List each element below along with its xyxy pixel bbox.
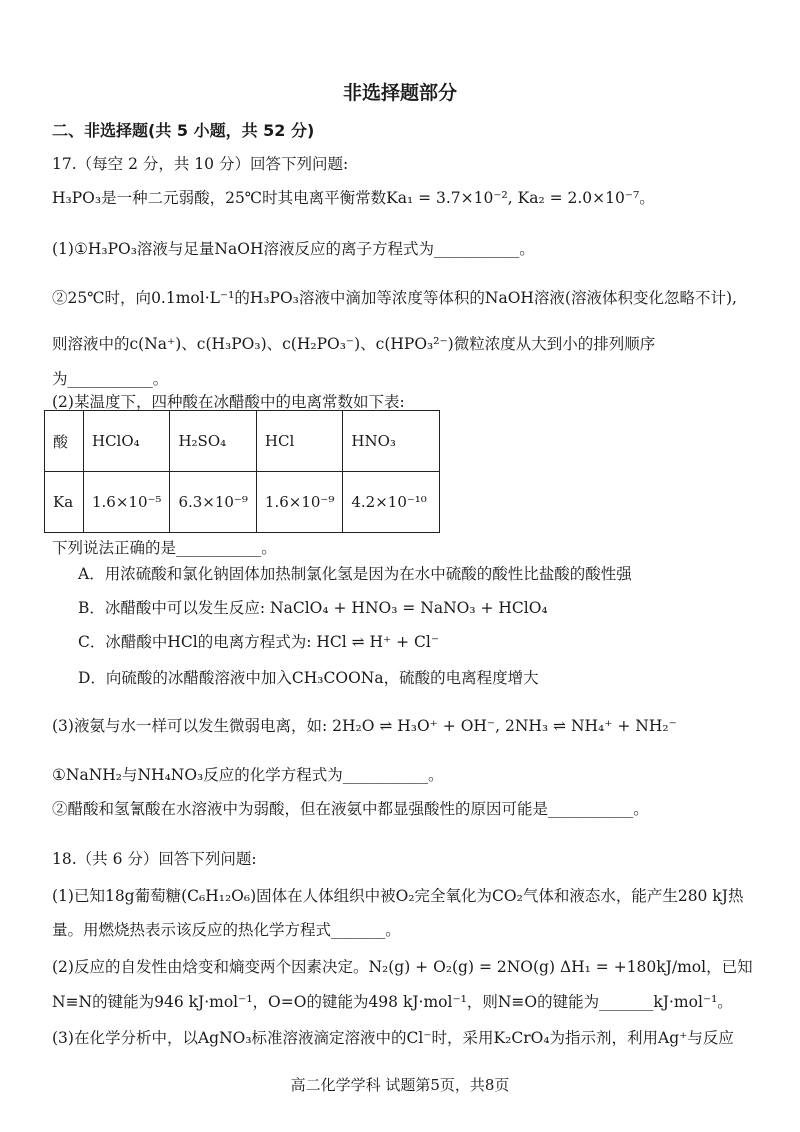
q17-part1-2-cont: 则溶液中的c(Na⁺)、c(H₃PO₃)、c(H₂PO₃⁻)、c(HPO₃²⁻)微粒浓度从大到小的排列顺序 (52, 335, 656, 353)
table-cell: 6.3×10⁻⁹ (170, 472, 256, 533)
q18-header: 18.（共 6 分）回答下列问题: (52, 850, 257, 868)
q17-header: 17.（每空 2 分，共 10 分）回答下列问题: (52, 155, 349, 173)
section-heading: 二、非选择题(共 5 小题，共 52 分) (52, 121, 315, 140)
page-title: 非选择题部分 (342, 82, 457, 104)
q17-part3: (3)液氨与水一样可以发生微弱电离，如: 2H₂O ⇌ H₃O⁺ + OH⁻, 2NH₃ ⇌ NH₄⁺ + NH₂⁻ (52, 717, 677, 735)
table-header-row (45, 411, 440, 472)
option-b: B．冰醋酸中可以发生反应: NaClO₄ + HNO₃ = NaNO₃ + HClO₄ (78, 599, 548, 617)
table-cell: 4.2×10⁻¹⁰ (343, 472, 440, 533)
table-cell: 1.6×10⁻⁹ (256, 472, 342, 533)
q17-part2-question: 下列说法正确的是___________。 (52, 539, 277, 557)
table-header-cell: 酸 (45, 411, 84, 472)
table-header-cell: HCl (256, 411, 342, 472)
q18-part1: (1)已知18g葡萄糖(C₆H₁₂O₆)固体在人体组织中被O₂完全氧化为CO₂气体和液态水，能产生280 kJ热 (52, 887, 744, 905)
table-header-cell: HClO₄ (84, 411, 170, 472)
option-a: A．用浓硫酸和氯化钠固体加热制氯化氢是因为在水中硫酸的酸性比盐酸的酸性强 (78, 565, 632, 583)
q18-part2: (2)反应的自发性由焓变和熵变两个因素决定。N₂(g) + O₂(g) = 2NO(g) ΔH₁ = +180kJ/mol，已知 (52, 958, 753, 976)
q17-part3-1: ①NaNH₂与NH₄NO₃反应的化学方程式为___________。 (52, 766, 444, 784)
q17-intro: H₃PO₃是一种二元弱酸，25℃时其电离平衡常数Ka₁ = 3.7×10⁻², Ka₂ = 2.0×10⁻⁷。 (52, 189, 655, 207)
q17-part1-2-answer: 为___________。 (52, 370, 169, 388)
table-cell: Ka (45, 472, 84, 533)
q18-part3: (3)在化学分析中，以AgNO₃标准溶液滴定溶液中的Cl⁻时，采用K₂CrO₄为指示剂，利用Ag⁺与反应 (52, 1029, 734, 1047)
option-d: D．向硫酸的冰醋酸溶液中加入CH₃COONa，硫酸的电离程度增大 (78, 669, 539, 687)
q17-part1-2: ②25℃时，向0.1mol·L⁻¹的H₃PO₃溶液中滴加等浓度等体积的NaOH溶液(溶液体积变化忽略不计), (52, 289, 737, 307)
table-header-cell: HNO₃ (343, 411, 440, 472)
q17-part2: (2)某温度下，四种酸在冰醋酸中的电离常数如下表: (52, 393, 405, 411)
ka-table (44, 410, 440, 533)
table-cell: 1.6×10⁻⁵ (84, 472, 170, 533)
q18-part2-cont: N≡N的键能为946 kJ·mol⁻¹，O=O的键能为498 kJ·mol⁻¹，则N≡O的键能为_______kJ·mol⁻¹。 (52, 993, 733, 1011)
option-c: C．冰醋酸中HCl的电离方程式为: HCl ⇌ H⁺ + Cl⁻ (78, 633, 440, 651)
page-footer: 高二化学学科 试题第5页，共8页 (290, 1076, 510, 1094)
q17-part3-2: ②醋酸和氢氰酸在水溶液中为弱酸，但在液氨中都显强酸性的原因可能是___________。 (52, 800, 649, 818)
q17-part1: (1)①H₃PO₃溶液与足量NaOH溶液反应的离子方程式为___________。 (52, 240, 535, 258)
q18-part1-cont: 量。用燃烧热表示该反应的热化学方程式_______。 (52, 921, 401, 939)
table-header-cell: H₂SO₄ (170, 411, 256, 472)
table-row (45, 472, 440, 533)
